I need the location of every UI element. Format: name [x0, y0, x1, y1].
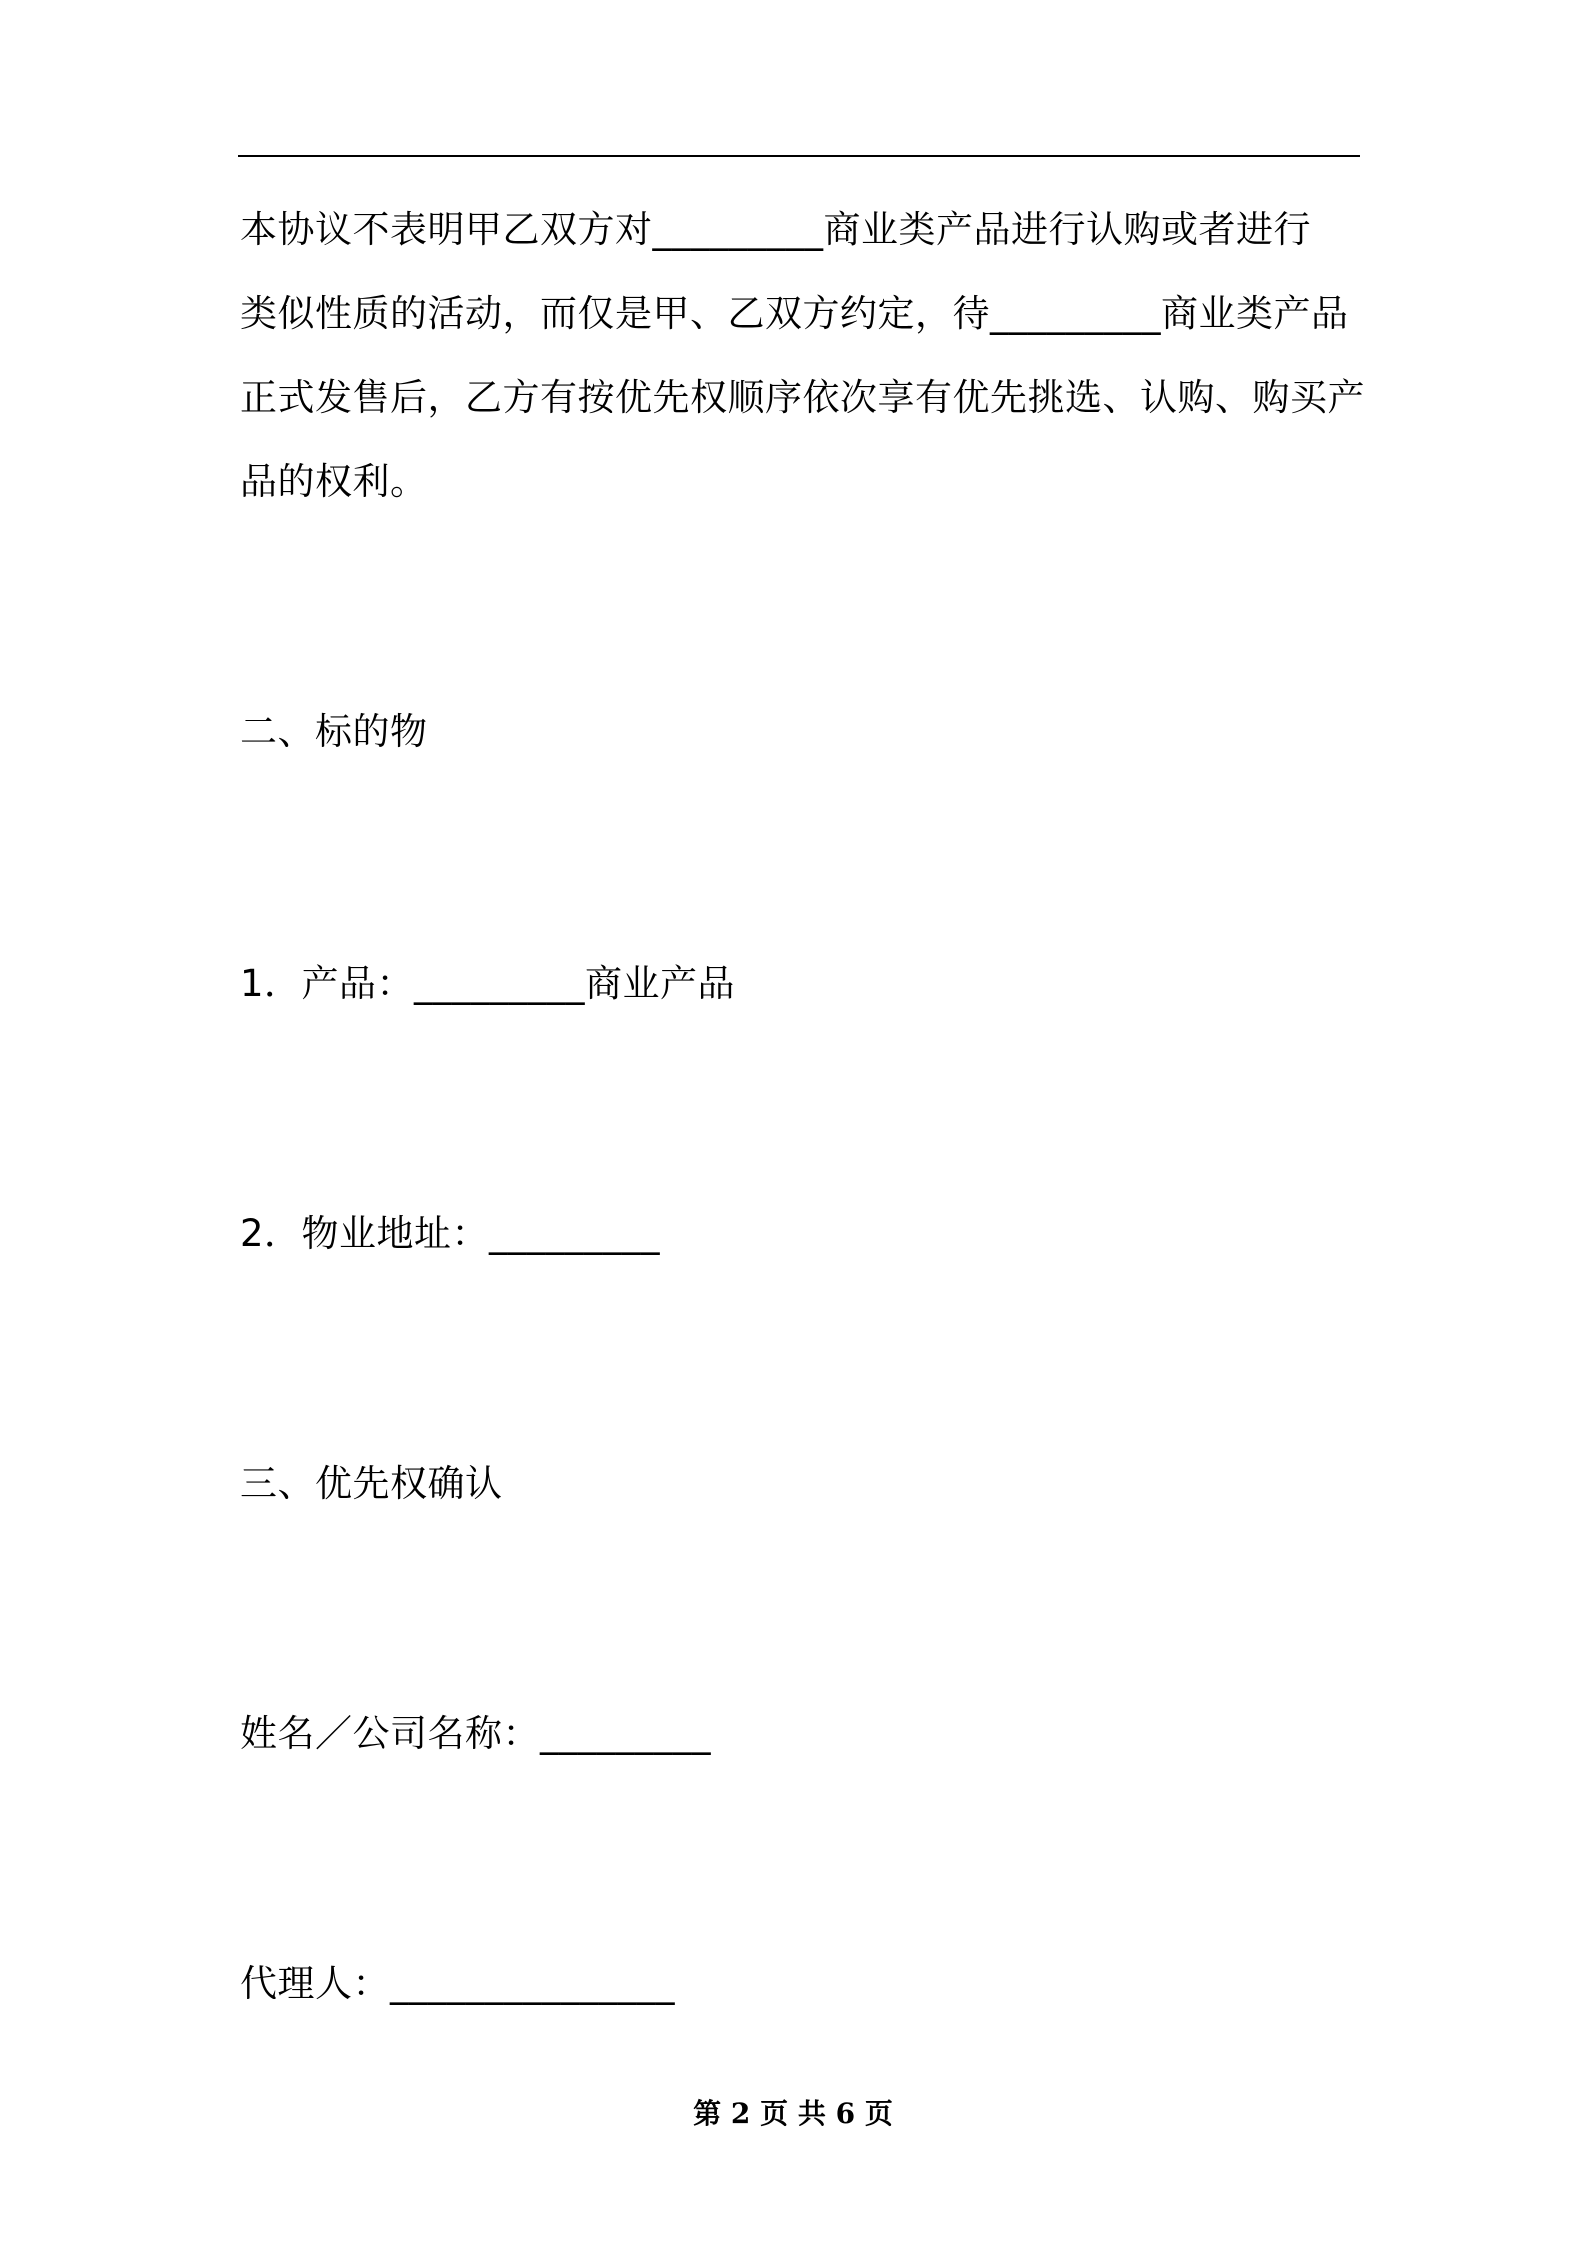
- agent-field: 代理人：_______________: [240, 1962, 675, 2005]
- property-address-field: 2．物业地址：_________: [240, 1212, 661, 1255]
- section-heading-priority-confirmation: 三、优先权确认: [240, 1462, 503, 1505]
- product-field: 1．产品：_________商业产品: [240, 962, 736, 1005]
- header-rule: [238, 155, 1360, 157]
- intro-paragraph-line: 品的权利。: [240, 460, 428, 503]
- intro-paragraph-line: 类似性质的活动，而仅是甲、乙双方约定，待_________商业类产品: [240, 292, 1349, 335]
- page-number-footer: 第 2 页 共 6 页: [693, 2097, 893, 2130]
- name-company-field: 姓名／公司名称：_________: [240, 1712, 711, 1755]
- section-heading-subject-matter: 二、标的物: [240, 710, 428, 753]
- intro-paragraph-line: 正式发售后，乙方有按优先权顺序依次享有优先挑选、认购、购买产: [240, 376, 1365, 419]
- intro-paragraph: [240, 188, 1365, 524]
- intro-paragraph-line: 本协议不表明甲乙双方对_________商业类产品进行认购或者进行: [240, 208, 1311, 251]
